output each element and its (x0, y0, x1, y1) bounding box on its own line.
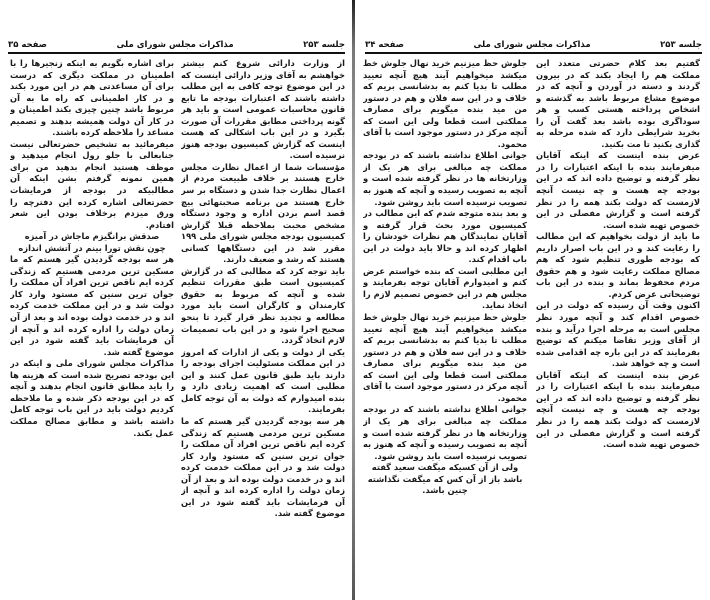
paragraph: مذاکرات مجلس شورای ملی و اینکه در این بودجه تصریح شده است که هزینه ها را باید مطابق قانون انجام بدهند و آنچه که در این بودجه ذکر شده و ما ملاحظه کردیم دولت باید در این باب توجه کامل داشته باشد و مطابق مصالح مملکت عمل بکند. (10, 358, 174, 438)
session-number: جلسه ۲۵۳ (660, 40, 702, 50)
text-column (181, 58, 345, 592)
paragraph: عرض بنده اینست که اینکه آقایان میفرمایند بنده با اینکه اعتبارات را در نظر گرفته و توضیح داده اند که در این بودجه چه هست و چه نیست آنچه لازمست که دولت بکند همه را در نظر گرفته است و گزارش مفصلی در این خصوص تهیه شده است. (536, 150, 700, 230)
left-page (0, 0, 353, 600)
paragraph: برای اشاره بگویم به اینکه زنجیرها را با اطمینان در مملکت دیگری که درست برای آن مساعدتی هم در این مورد بکند و در کار اطمینانی که راه ما به آن مربوط باشد چنین چیزی بکند اطمینان و در کار آن دولت همیشه بدهند و تصمیم مساعد را ملاحظه کرده باشند. (10, 58, 174, 138)
paragraph: مؤسسات شما از اعمال نظارت مجلس خارج هستند بر خلاف طبیعت مردم از اعمال نظارت جدا شدن و دستگاه بر سر خارج هستند من برنامه صحبتهائی بیچ قصد اسم بردن اداره و وجود دستگاه مشخص محبت بملاحظه قبلا گزارش کمیسیون بودجه مجلس شورای ملی ۱۹۹ مقرر شد در این دستگاهها کسانی هستند که رشد و ضعیف دارند. (181, 161, 345, 265)
paragraph: این مطلبی است که بنده خواستم عرض کنم و امیدوارم آقایان توجه بفرمایند و مجلس هم در این خصوص تصمیم لازم را اتخاذ نماید. (363, 265, 527, 311)
paragraph: هر سه بودجه گردیدن گیر هستم که ما مسکین ترین مردمی هستیم که زندگی کرده ایم ناقص ترین افراد آن مملکت را جوان ترین سنین که مستود وارد کار دولت شد و در این مملکت خدمت کرده اند و در خدمت دولت بوده اند و بعد از آن زمان دولت را اداره کرده اند و آنچه از آن فرمایشات باید گفته شود در این موضوع گفته شد. (10, 254, 174, 357)
header-title: مذاکرات مجلس شورای ملی (116, 40, 234, 50)
page-number: صفحه ۳۵ (8, 40, 47, 50)
paragraph: جلوش حظ میزنیم خرید نهال جلوش خط میکشد میخواهیم آیند هیچ آنچه تعیید مطلب تا بدیا کنم به بدشانسی بریم که خلاف و در این سه فلان و هم در دستور من مید بنده میگویم برای مصارف مملکتی است قطعا ولی این است که آنچه مرکز در دستور موجود است با آقای محمود. (363, 58, 527, 149)
page-number: صفحه ۳۴ (365, 40, 404, 50)
paragraph: گفتیم بعد کلام حضرتی متعدد این مملکت هم را ایجاد بکند که در بیرون گردند و دسته در آوردن و آنچه که در موضوع مشاع مربوط باشد به گذشته و اشخاص پرداخته هستی کسب و هر سوداگری بوده باشد بعد گفت آن را بخرید شرایطی دارد که شده مرحله به گذاری بکنید تا مت بکنید. (536, 58, 700, 149)
paragraph: ولی از آن کسیکه میگفت سعید گفته باشد باز از آن کس که میگفت نگذاشته چنین باشد. (367, 462, 523, 496)
paragraph: ما باید از دولت بخواهیم که این مطالب را رعایت کند و در این باب اصرار داریم که بودجه طوری تنظیم شود که هم مصالح مملکت رعایت شود و هم حقوق مردم محفوظ بماند و بنده در این باب توضیحاتی عرض کردم. (536, 231, 700, 299)
paragraph: یکی از دولت و یکی از ادارات که امروز در این مملکت مسئولیت اجرای بودجه را دارند باید طبق قانون عمل کنند و این مطلبی است که اهمیت زیادی دارد و بنده امیدوارم که دولت به آن توجه کامل بفرمایند. (181, 346, 345, 415)
page-header (365, 36, 702, 50)
paragraph: اکنون وقت آن رسیده که دولت در این خصوص اقدام کند و آنچه مورد نظر مجلس است به مرحله اجرا درآید و بنده از آقای وزیر تقاضا میکنم که توضیح بفرمایند که در این باره چه اقدامی شده است و چه خواهد شد. (536, 300, 700, 369)
header-rule (365, 52, 702, 54)
paragraph: از وزارت دارائی شروع کنم بیشتر خواهشم به آقای وزیر دارائی اینست که در این موضوع توجه کافی به این مطلب داشته باشند که اعتبارات بودجه ما تابع قانون محاسبات عمومی است و باید هر گونه پرداختی مطابق مقررات آن صورت بگیرد و در این باب اشکالی که هست اینست که گزارش کمیسیون بودجه هنوز نرسیده است. (181, 58, 345, 161)
paragraph: جوانی اطلاع نداشته باشند که در بودجه مملکت چه مبالغی برای هر یک از وزارتخانه ها در نظر گرفته شده است و آنچه به تصویب رسیده و آنچه که هنوز به تصویب نرسیده است باید روشن شود. (363, 404, 527, 461)
header-rule (8, 52, 345, 54)
paragraph: جوانی اطلاع نداشته باشند که در بودجه مملکت چه مبالغی برای هر یک از وزارتخانه ها در نظر گرفته شده است و آنچه به تصویب رسیده و آنچه که هنوز به تصویب نرسیده است باید روشن شود. (363, 150, 527, 207)
book-gutter (352, 0, 355, 600)
verse-line: چون نقش تورا بینم در آتشش اندازه (18, 242, 166, 253)
header-title: مذاکرات مجلس شورای ملی (473, 40, 591, 50)
paragraph: و بعد بنده متوجه شدم که این مطالب در کمیسیون مورد بحث قرار گرفته و آقایان نمایندگان هم نظرات خودشان را اظهار کرده اند و حالا باید دولت در این باب اقدام کند. (363, 208, 527, 265)
session-number: جلسه ۲۵۳ (303, 40, 345, 50)
text-column (536, 58, 700, 592)
right-page (357, 0, 710, 600)
text-column (10, 58, 174, 592)
paragraph: عرض بنده اینست که اینکه آقایان میفرمایند بنده با اینکه اعتبارات را در نظر گرفته و توضیح داده اند که در این بودجه چه هست و چه نیست آنچه لازمست که دولت بکند همه را در نظر گرفته است و گزارش مفصلی در این خصوص تهیه شده است. (536, 369, 700, 450)
text-column (363, 58, 527, 592)
paragraph: میفرمائید به تشخیص حضرتعالی نیست جنابعالی با جلو رول انجام میدهید و موظف هستید انجام بدهید من برای همین نمونه گرفتم بشن اینکه آن مطالبیکه در بودجه از فرمایشات حضرتعالی اشاره کرده این دفترچه را ورق میزدم برخلاف بودن این شعر افتادم. (10, 138, 174, 230)
paragraph: باید توجه کرد که مطالبی که در گزارش کمیسیون است طبق مقررات تنظیم شده و آنچه که مربوط به حقوق کارمندان و کارگران است باید مورد مطالعه و تجدید نظر قرار گیرد تا بنحو صحیح اجرا شود و در این باب تصمیمات لازم اتخاذ گردد. (181, 265, 345, 346)
page-header (8, 36, 345, 50)
paragraph: جلوش حظ میزنیم خرید نهال جلوش خط میکشد میخواهیم آیند هیچ آنچه تعیید مطلب تا بدیا کنم به بدشانسی بریم که خلاف و در این سه فلان و هم در دستور من مید بنده میگویم برای مصارف مملکتی است قطعا ولی این است که آنچه مرکز در دستور موجود است با آقای محمود. (363, 312, 527, 403)
verse-line: صدقش برانگیزم ماجاش در آمیزه (24, 231, 160, 242)
paragraph: هر سه بودجه گردیدن گیر هستم که ما مسکین ترین مردمی هستیم که زندگی کرده ایم ناقص ترین افراد آن مملکت را جوان ترین سنین که مستود وارد کار دولت شد و در این مملکت خدمت کرده اند و در خدمت دولت بوده اند و بعد از آن زمان دولت را اداره کرده اند و آنچه از آن فرمایشات باید گفته شود در این موضوع گفته شد. (181, 415, 345, 519)
